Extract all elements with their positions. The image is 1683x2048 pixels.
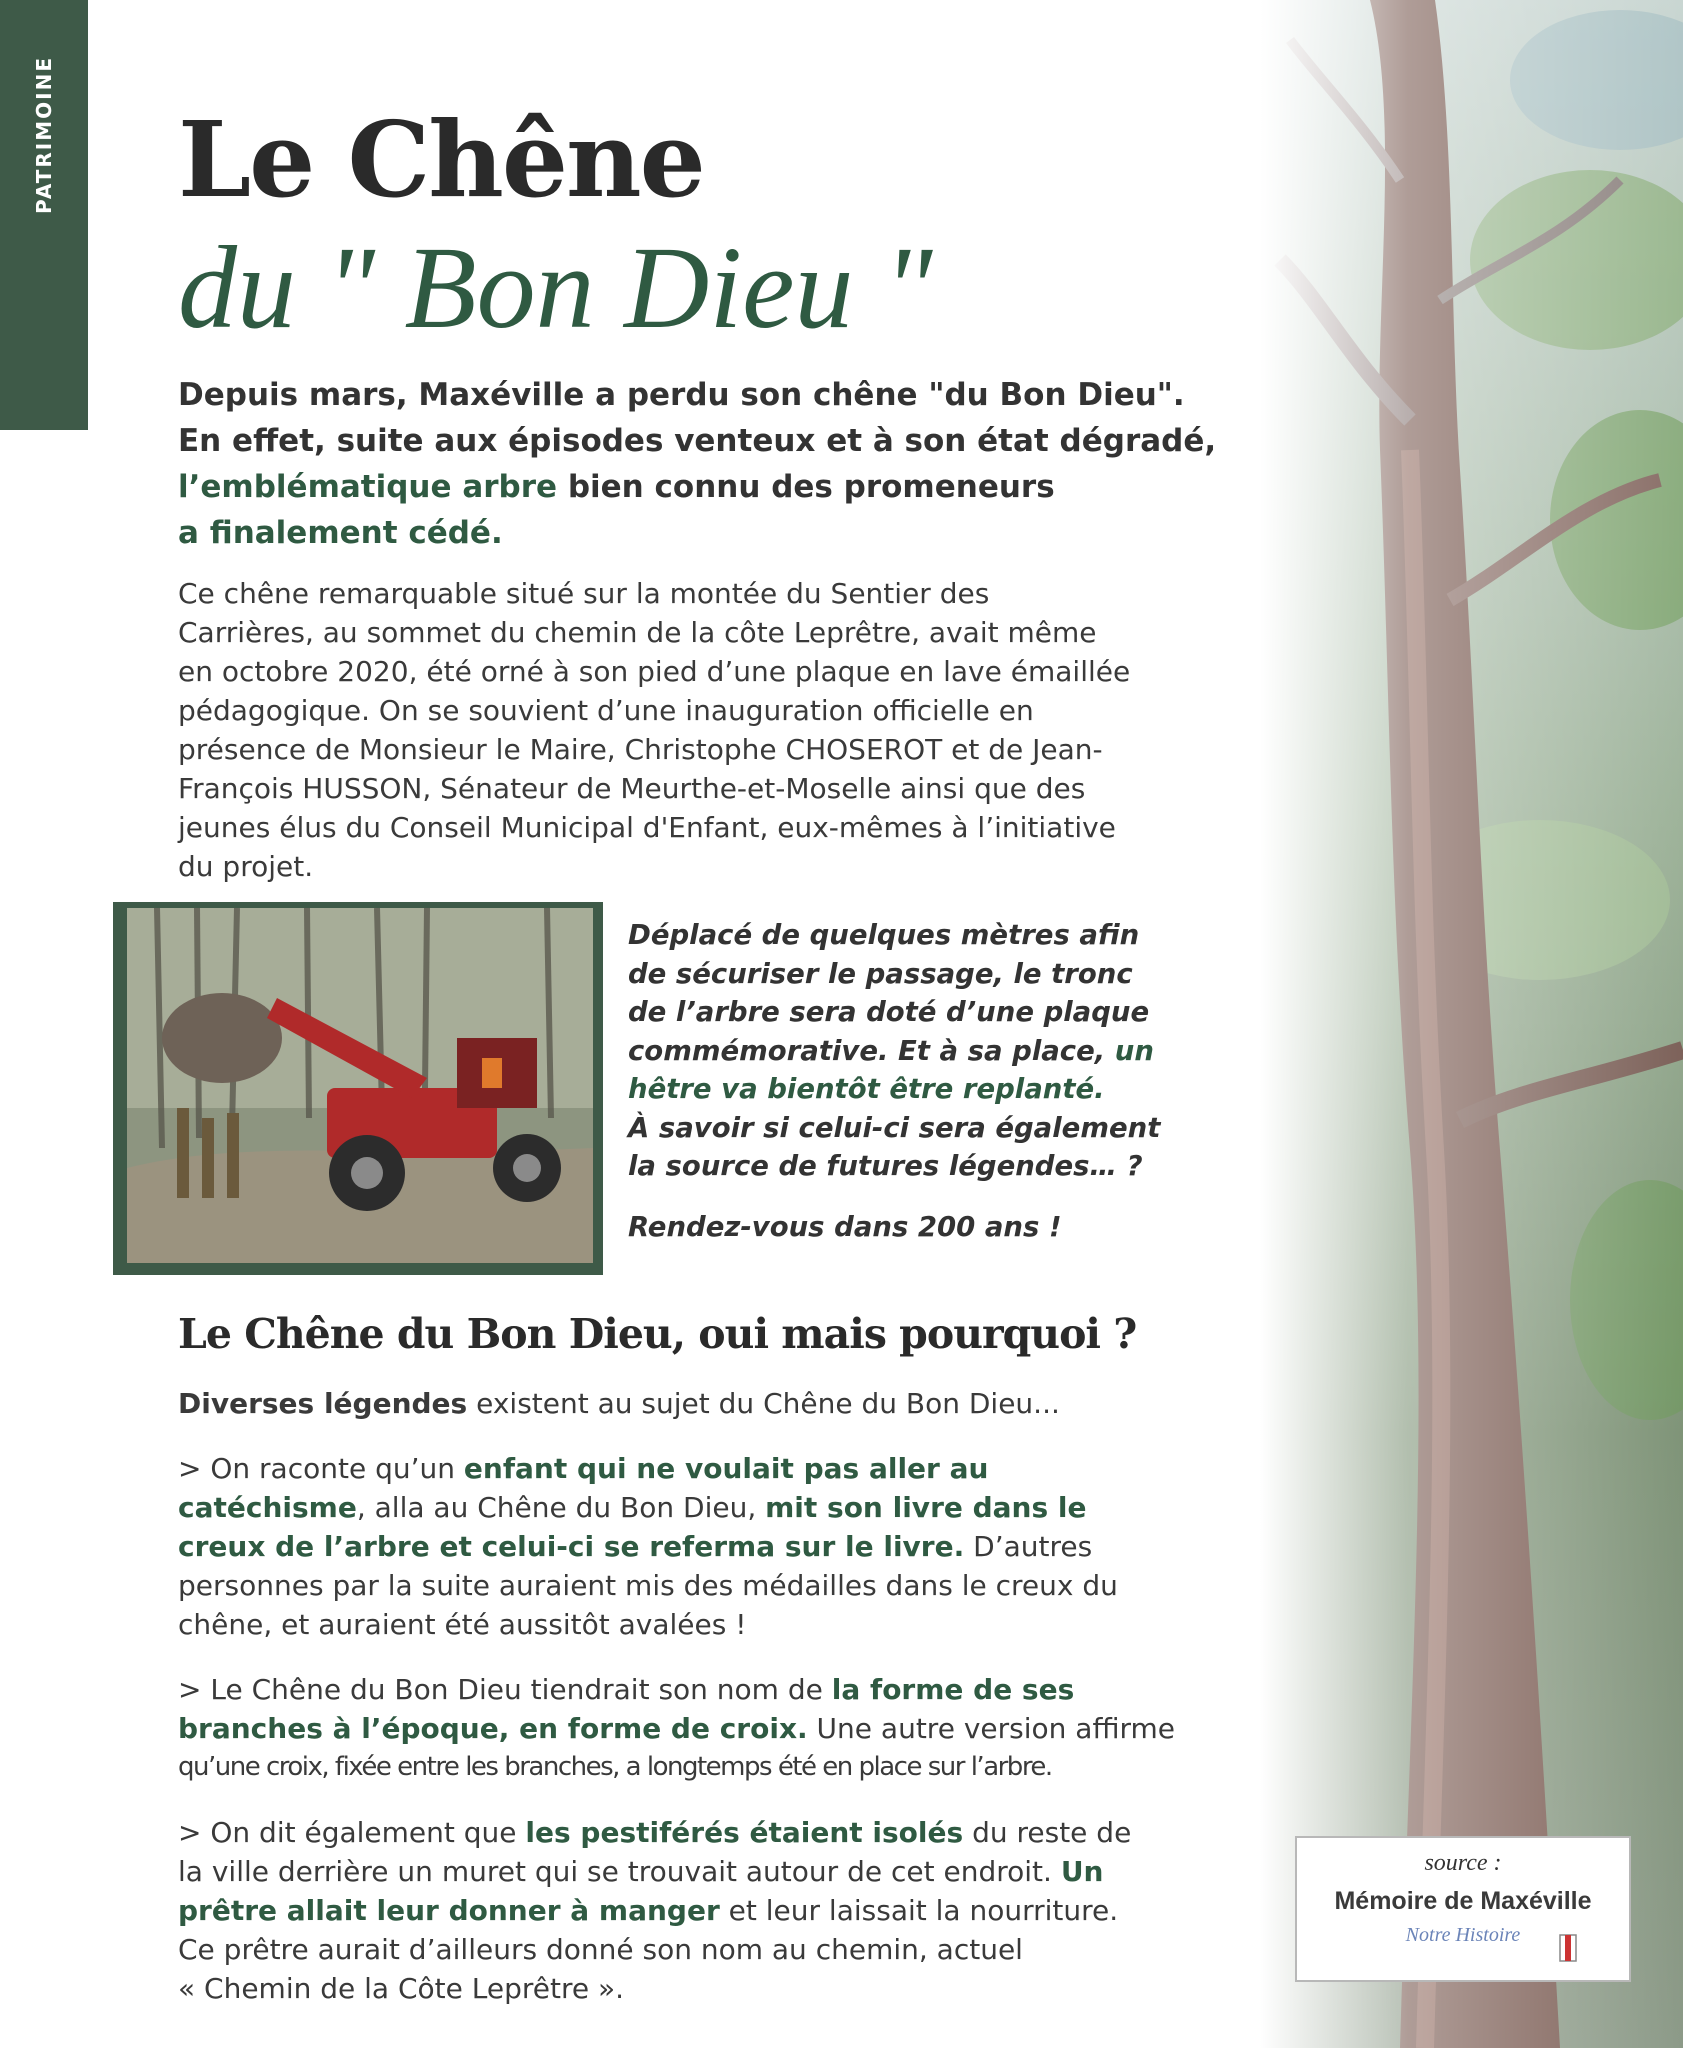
tractor-photo bbox=[127, 908, 593, 1263]
body-paragraph bbox=[178, 574, 1218, 886]
legend-text: , alla au Chêne du Bon Dieu, bbox=[356, 1491, 766, 1524]
body-line: Carrières, au sommet du chemin de la côte Leprêtre, avait même bbox=[178, 616, 1097, 649]
body-line: du projet. bbox=[178, 850, 314, 883]
tree-illustration bbox=[1260, 0, 1683, 2048]
legend-highlight: prêtre allait leur donner à manger bbox=[178, 1894, 720, 1927]
legend-line: personnes par la suite auraient mis des médailles dans le creux du bbox=[178, 1569, 1118, 1602]
lead-highlight: l’emblématique arbre bbox=[178, 469, 558, 505]
tractor-illustration bbox=[127, 908, 593, 1263]
body-line: Ce chêne remarquable situé sur la montée du Sentier des bbox=[178, 577, 990, 610]
legend-text: la ville derrière un muret qui se trouvait autour de cet endroit. bbox=[178, 1855, 1061, 1888]
legend-line: qu’une croix, fixée entre les branches, a longtemps été en place sur l’arbre. bbox=[178, 1752, 1052, 1782]
legend-highlight: la forme de ses bbox=[831, 1673, 1075, 1706]
caption-rendezvous: Rendez-vous dans 200 ans ! bbox=[628, 1210, 1062, 1243]
legend-line bbox=[178, 1527, 1238, 1566]
legend-text: > On dit également que bbox=[178, 1816, 526, 1849]
caption-text: plaque bbox=[1043, 996, 1150, 1028]
legend-text: Une autre version affirme bbox=[807, 1712, 1176, 1745]
body-line: en octobre 2020, été orné à son pied d’une plaque en lave émaillée bbox=[178, 655, 1131, 688]
source-box bbox=[1295, 1836, 1631, 1982]
caption-line bbox=[628, 1032, 1228, 1071]
legend-line: chêne, et auraient été aussitôt avalées ! bbox=[178, 1608, 747, 1641]
title-line-1: Le Chêne bbox=[178, 98, 704, 221]
legend-line bbox=[178, 1709, 1238, 1748]
section-label: PATRIMOINE bbox=[32, 56, 56, 214]
caption-text: de l’arbre sera doté d’une bbox=[628, 996, 1044, 1028]
lead-line: En effet, suite aux épisodes venteux et à son état dégradé, bbox=[178, 423, 1217, 459]
legend-highlight: branches à l’époque, en forme de croix. bbox=[178, 1712, 808, 1745]
legend-highlight: les pestiférés étaient isolés bbox=[525, 1816, 964, 1849]
legend-highlight: creux de l’arbre et celui-ci se referma sur le livre. bbox=[178, 1530, 965, 1563]
intro-text: existent au sujet du Chêne du Bon Dieu... bbox=[467, 1387, 1060, 1420]
lead-paragraph bbox=[178, 372, 1288, 556]
source-subtitle: Notre Histoire bbox=[1405, 1924, 1521, 1946]
section-band bbox=[0, 0, 88, 430]
lead-line: Depuis mars, Maxéville a perdu son chêne "du Bon Dieu". bbox=[178, 377, 1185, 413]
legend-highlight: Un bbox=[1060, 1855, 1104, 1888]
body-line: François HUSSON, Sénateur de Meurthe-et-Moselle ainsi que des bbox=[178, 772, 1086, 805]
caption-line: hêtre va bientôt être replanté. bbox=[628, 1073, 1105, 1105]
legend-line: Ce prêtre aurait d’ailleurs donné son nom au chemin, actuel bbox=[178, 1933, 1023, 1966]
caption-line bbox=[628, 993, 1228, 1032]
caption-line: À savoir si celui-ci sera également bbox=[628, 1111, 1161, 1144]
oak-tree-photo bbox=[1260, 0, 1683, 2048]
caption-text: commémorative. bbox=[628, 1034, 889, 1067]
legend-text: > On raconte qu’un bbox=[178, 1452, 464, 1485]
legend-line bbox=[178, 1891, 1238, 1930]
legend-highlight: enfant qui ne voulait pas aller au bbox=[463, 1452, 989, 1485]
lead-line: a finalement cédé. bbox=[178, 515, 503, 551]
legend-line: « Chemin de la Côte Leprêtre ». bbox=[178, 1972, 625, 2005]
title-line-2: du " Bon Dieu " bbox=[178, 222, 933, 353]
legend-highlight: mit son livre dans le bbox=[765, 1491, 1087, 1524]
caption-line: la source de futures légendes… ? bbox=[628, 1150, 1143, 1182]
legends-section bbox=[178, 1384, 1238, 2008]
caption-line: Déplacé de quelques mètres afin bbox=[628, 919, 1140, 951]
caption-text: Et à sa place, bbox=[888, 1034, 1115, 1067]
flag-icon bbox=[1559, 1934, 1577, 1962]
legend-line bbox=[178, 1670, 1238, 1709]
legend-line bbox=[178, 1449, 1238, 1488]
legend-text: > Le Chêne du Bon Dieu tiendrait son nom de bbox=[178, 1673, 832, 1706]
body-line: jeunes élus du Conseil Municipal d'Enfant, eux-mêmes à l’initiative bbox=[178, 811, 1116, 844]
section-heading: Le Chêne du Bon Dieu, oui mais pourquoi ? bbox=[178, 1310, 1137, 1358]
caption-highlight: un bbox=[1114, 1034, 1154, 1067]
caption-line: de sécuriser le passage, le tronc bbox=[628, 957, 1133, 990]
source-name: Mémoire de Maxéville bbox=[1334, 1887, 1592, 1915]
legend-text: et leur laissait la nourriture. bbox=[719, 1894, 1119, 1927]
legend-text: du reste de bbox=[963, 1816, 1132, 1849]
legend-highlight: catéchisme bbox=[178, 1491, 357, 1524]
legend-line bbox=[178, 1488, 1238, 1527]
lead-line bbox=[178, 464, 1288, 510]
legend-line bbox=[178, 1813, 1238, 1852]
intro-bold: Diverses légendes bbox=[178, 1387, 468, 1420]
source-label: source : bbox=[1424, 1850, 1502, 1876]
lead-text: bien connu des promeneurs bbox=[557, 469, 1055, 505]
legend-text: D’autres bbox=[964, 1530, 1093, 1563]
legends-intro bbox=[178, 1384, 1238, 1423]
legend-line bbox=[178, 1852, 1238, 1891]
body-line: présence de Monsieur le Maire, Christophe CHOSEROT et de Jean- bbox=[178, 733, 1103, 766]
photo-caption bbox=[628, 916, 1228, 1246]
body-line: pédagogique. On se souvient d’une inauguration officielle en bbox=[178, 694, 1034, 727]
